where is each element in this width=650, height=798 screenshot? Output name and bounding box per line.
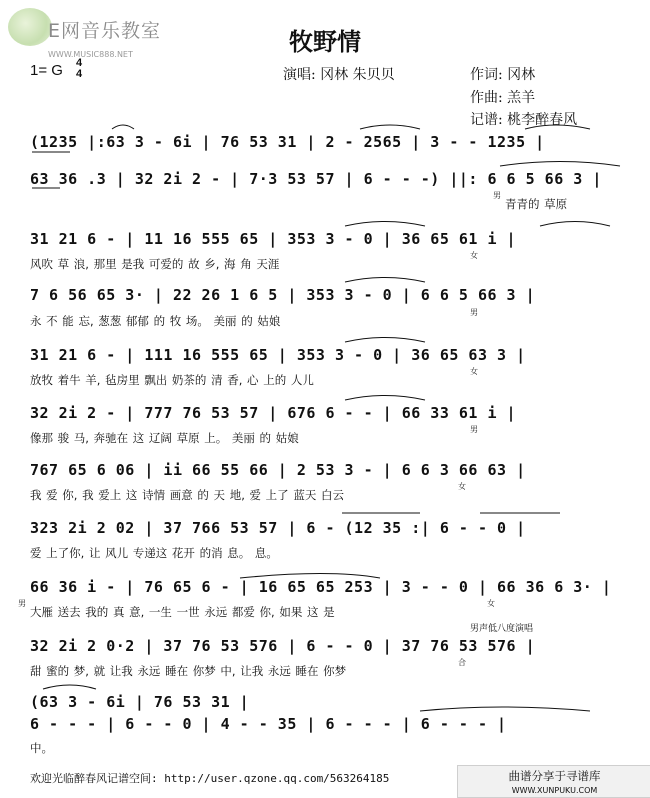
tie-mark <box>360 125 420 129</box>
tie-mark <box>345 278 425 283</box>
tie-mark <box>43 685 96 689</box>
score-row-7-notes: 767 65 6 06 | ii 66 55 66 | 2 53 3 - | 6 6 3 66 63 | <box>30 461 526 479</box>
tie-mark <box>240 574 380 579</box>
logo-url: WWW.MUSIC888.NET <box>48 50 133 59</box>
score-row-1-notes: (1235 |:63 3 - 6i | 76 53 31 | 2 - 2565 | 3 - - 1235 | <box>30 133 545 151</box>
score-row-6-notes: 32 2i 2 - | 777 76 53 57 | 676 6 - - | 66 33 61 i | <box>30 404 517 422</box>
tie-mark <box>540 222 610 227</box>
score-row-6-lyrics: 像那 骏 马, 奔驰在 这 辽阔 草原 上。 美丽 的 姑娘 <box>30 431 299 445</box>
time-signature-top: 4 <box>76 57 83 69</box>
time-signature-bottom: 4 <box>76 68 83 80</box>
score-row-4-tag: 男 <box>470 308 478 317</box>
score-row-10-tag: 合 <box>458 658 466 667</box>
score-row-9-tag2: 女 <box>487 599 495 608</box>
tie-mark <box>420 707 590 711</box>
singer-credit: 演唱: 冈林 朱贝贝 <box>283 67 395 83</box>
transcriber-credit: 记谱: 桃李醉春风 <box>470 112 578 128</box>
score-row-11-lyrics: 中。 <box>30 741 53 755</box>
score-row-4-lyrics: 永 不 能 忘, 葱葱 郁郁 的 牧 场。 美丽 的 姑娘 <box>30 314 281 328</box>
page-title: 牧野情 <box>289 27 361 56</box>
tie-mark <box>345 222 425 227</box>
composer-credit: 作曲: 羔羊 <box>470 90 536 106</box>
score-row-8-lyrics: 爱 上了你, 让 风儿 专递这 花开 的消 息。 息。 <box>30 546 278 560</box>
score-row-4-notes: 7 6 56 65 3· | 22 26 1 6 5 | 353 3 - 0 | 6 6 5 66 3 | <box>30 286 536 304</box>
score-row-6-tag: 男 <box>470 425 478 434</box>
tie-mark <box>500 162 620 167</box>
score-row-10-notes: 32 2i 2 0·2 | 37 76 53 576 | 6 - - 0 | 37 76 53 576 | <box>30 637 536 655</box>
score-row-3-tag: 女 <box>470 251 478 260</box>
score-row-9-lyrics: 大雁 送去 我的 真 意, 一生 一世 永远 都爱 你, 如果 这 是 <box>30 605 335 619</box>
score-row-2-notes: 63 36 .3 | 32 2i 2 - | 7·3 53 57 | 6 - - -) ||: 6 6 5 66 3 | <box>30 170 602 188</box>
source-stamp <box>457 765 650 798</box>
score-row-11-notes: (63 3 - 6i | 76 53 31 | <box>30 693 250 711</box>
tie-mark <box>345 338 425 343</box>
tie-mark <box>345 396 425 401</box>
score-row-7-lyrics: 我 爱 你, 我 爱上 这 诗情 画意 的 天 地, 爱 上了 蓝天 白云 <box>30 488 344 502</box>
score-row-5-tag: 女 <box>470 367 478 376</box>
score-row-8-notes: 323 2i 2 02 | 37 766 53 57 | 6 - (12 35 :| 6 - - 0 | <box>30 519 526 537</box>
key-signature: 1= G <box>30 62 63 79</box>
stamp-title: 曲谱分享于寻谱库 <box>508 769 601 783</box>
score-row-9-notes: 66 36 i - | 76 65 6 - | 16 65 65 253 | 3 - - 0 | 66 36 6 3· | <box>30 578 612 596</box>
score-row-2-tag: 男 <box>493 191 501 200</box>
score-row-7-tag: 女 <box>458 482 466 491</box>
score-row-5-notes: 31 21 6 - | 111 16 555 65 | 353 3 - 0 | 36 65 63 3 | <box>30 346 526 364</box>
performance-note: 男声低八度演唱 <box>470 624 534 634</box>
score-row-2-lyrics: 青青的 草原 <box>505 197 568 211</box>
footer-welcome: 欢迎光临醉春风记谱空间: http://user.qzone.qq.com/563264185 <box>30 772 390 785</box>
score-row-9-tag: 男 <box>18 599 26 608</box>
logo-text: E网音乐教室 <box>48 20 162 42</box>
stamp-url: WWW.XUNPUKU.COM <box>511 786 598 795</box>
score-row-10-lyrics: 甜 蜜的 梦, 就 让我 永远 睡在 你梦 中, 让我 永远 睡在 你梦 <box>30 664 347 678</box>
score-row-3-notes: 31 21 6 - | 11 16 555 65 | 353 3 - 0 | 36 65 61 i | <box>30 230 517 248</box>
tie-mark <box>525 125 590 129</box>
score-row-3-lyrics: 风吹 草 浪, 那里 是我 可爱的 故 乡, 海 角 天涯 <box>30 257 280 271</box>
lyricist-credit: 作词: 冈林 <box>470 67 536 83</box>
score-row-11-sub: 6 - - - | 6 - - 0 | 4 - - 35 | 6 - - - | 6 - - - | <box>30 715 507 733</box>
score-row-5-lyrics: 放牧 着牛 羊, 毡房里 飘出 奶茶的 清 香, 心 上的 人儿 <box>30 373 314 387</box>
tie-mark <box>112 125 134 129</box>
